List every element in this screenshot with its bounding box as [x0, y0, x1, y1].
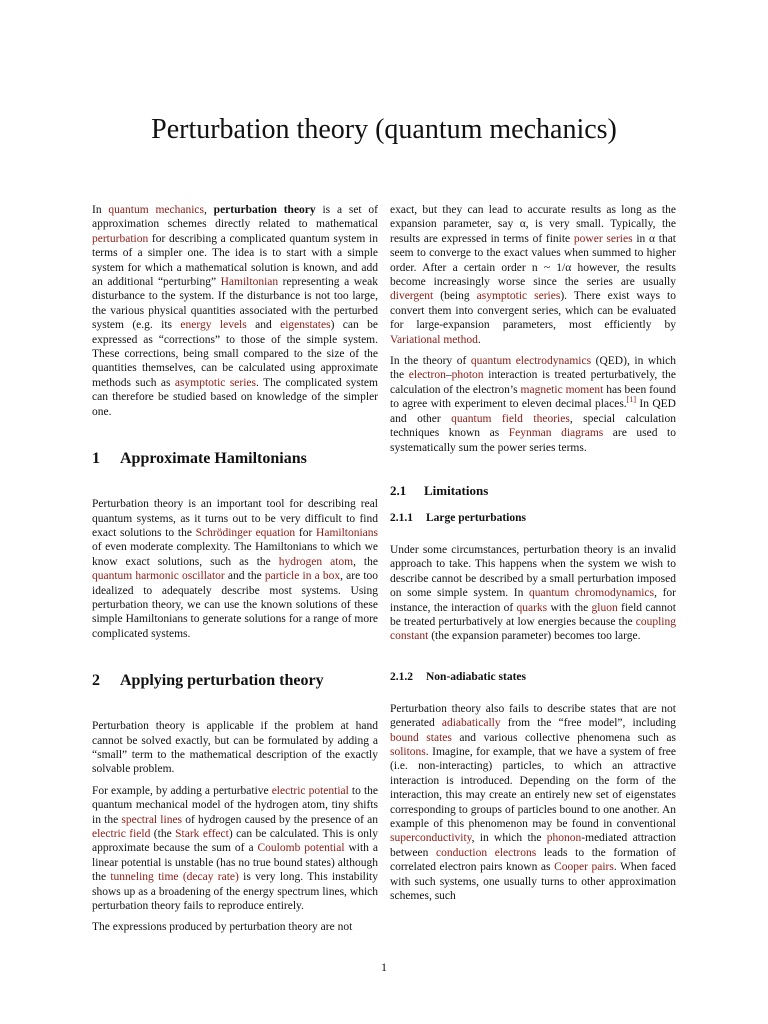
bold-term: perturbation theory	[213, 204, 316, 216]
right-column	[390, 203, 676, 910]
citation-link[interactable]: [1]	[626, 395, 636, 405]
wiki-link[interactable]: divergent	[390, 290, 434, 303]
paragraph: Under some circumstances, perturbation theory is an invalid approach to take. This happens when the system we wish to describe cannot be described by a small perturbation imposed on some simple system. In quantum chromodynamics, for instance, the interaction of quarks with the gluon field cannot be treated perturbatively at low energies because the coupling constant (the expansion parameter) becomes too large.	[390, 543, 676, 643]
section-number: 1	[92, 450, 100, 468]
subsubsection-heading	[390, 511, 676, 525]
subsubsection-number: 2.1.2	[390, 670, 413, 683]
subsection-title: Limitations	[424, 482, 489, 498]
wiki-link[interactable]: bound states	[390, 731, 452, 744]
wiki-link[interactable]: electric potential	[271, 784, 349, 797]
section-heading	[92, 671, 378, 691]
wiki-link[interactable]: spectral lines	[121, 813, 183, 826]
wiki-link[interactable]: Cooper pairs	[554, 861, 614, 874]
wiki-link[interactable]: quarks	[516, 601, 548, 614]
page-title: Perturbation theory (quantum mechanics)	[151, 114, 617, 145]
subsubsection-title: Large perturbations	[426, 511, 526, 524]
section-number: 2	[92, 672, 100, 690]
paragraph: Perturbation theory also fails to describe states that are not generated adiabatically from the “free model”, including bound states and various collective phenomena such as solitons. Imagine, for example, that we have a system of free (i.e. non-interacting) particles, to which an attractive interaction is introduced. Depending on the form of the interaction, this may create an entirely new set of eigenstates corresponding to groups of particles bound to one another. An example of this phenomenon may be found in conventional superconductivity, in which the phonon-mediated attraction between conduction electrons leads to the formation of correlated electron pairs known as Cooper pairs. When faced with such systems, one usually turns to other approximation schemes, such	[390, 702, 676, 903]
wiki-link[interactable]: Schrödinger equation	[195, 526, 296, 539]
subsection-heading	[390, 483, 676, 499]
paragraph: Perturbation theory is applicable if the problem at hand cannot be solved exactly, but can be formulated by adding a “small” term to the mathematical description of the exactly solvable problem.	[92, 720, 378, 776]
wiki-link[interactable]: asymptotic series	[174, 376, 256, 389]
wiki-link[interactable]: Stark effect	[175, 828, 229, 840]
section-heading	[92, 449, 378, 469]
page-number: 1	[381, 960, 387, 974]
wiki-link[interactable]: adiabatically	[441, 717, 501, 730]
wiki-link[interactable]: photon	[451, 369, 484, 382]
paragraph: exact, but they can lead to accurate results as long as the expansion parameter, say α, is very small. Typically, the results are expressed in terms of finite power series in α that seem to converge to the exact values when summed to higher order. After a certain order n ~ 1/α however, the results become increasingly worse since the series are usually divergent (being asymptotic series). There exist ways to convert them into convergent series, which can be evaluated for large-expansion parameters, most efficiently by Variational method.	[390, 204, 677, 346]
wiki-link[interactable]: hydrogen atom	[278, 555, 354, 568]
wiki-link[interactable]: Coulomb potential	[257, 842, 345, 855]
paragraph: For example, by adding a perturbative electric potential to the quantum mechanical model of the hydrogen atom, tiny shifts in the spectral lines of hydrogen caused by the presence of an electric field (the Stark effect) can be calculated. This is only approximate because the sum of a Coulomb potential with a linear potential is unstable (has no true bound states) although the tunneling time (decay rate) is very long. This instability shows up as a broadening of the energy spectrum lines, which perturbation theory fails to reproduce entirely.	[92, 784, 378, 913]
subsection-number: 2.1	[390, 482, 407, 498]
wiki-link[interactable]: gluon	[591, 601, 618, 614]
wiki-link[interactable]: Variational method	[390, 333, 478, 346]
subsubsection-title: Non-adiabatic states	[426, 670, 526, 683]
wiki-link[interactable]: perturbation	[92, 232, 149, 245]
wiki-link[interactable]: phonon	[546, 832, 582, 845]
wiki-link[interactable]: superconductivity	[390, 832, 472, 845]
wiki-link[interactable]: conduction electrons	[435, 846, 537, 859]
wiki-link[interactable]: electron	[408, 369, 446, 382]
wiki-link[interactable]: tunneling time (decay rate)	[110, 871, 239, 884]
section-title: Applying perturbation theory	[120, 672, 324, 690]
paragraph: In the theory of quantum electrodynamics (QED), in which the electron–photon interaction is treated perturbatively, the calculation of the electron’s magnetic moment has been found to agree with experiment to eleven decimal places.[1] In QED and other quantum field theories, special calculation techniques known as Feynman diagrams are used to systematically sum the power series terms.	[390, 355, 677, 454]
wiki-link[interactable]: quantum field theories	[451, 412, 570, 425]
wiki-link[interactable]: power series	[573, 232, 633, 245]
wiki-link[interactable]: solitons	[390, 745, 426, 758]
wiki-link[interactable]: magnetic moment	[520, 383, 604, 396]
wiki-link[interactable]: particle in a box	[264, 570, 341, 583]
paragraph: The expressions produced by perturbation theory are not	[92, 921, 353, 934]
paragraph: Perturbation theory is an important tool for describing real quantum systems, as it turns out to be very difficult to find exact solutions to the Schrödinger equation for Hamiltonians of even moderate complexity. The Hamiltonians to which we know exact solutions, such as the hydrogen atom, the quantum harmonic oscillator and the particle in a box, are too idealized to adequately describe most systems. Using perturbation theory, we can use the known solutions of these simple Hamiltonians to generate solutions for a range of more complicated systems.	[92, 498, 379, 640]
subsubsection-number: 2.1.1	[390, 511, 413, 524]
wiki-link[interactable]: Feynman diagrams	[508, 427, 604, 440]
wiki-link[interactable]: Hamiltonians	[316, 526, 378, 539]
wiki-link[interactable]: quantum electrodynamics	[470, 355, 592, 368]
left-column	[92, 203, 378, 942]
wiki-link[interactable]: quantum chromodynamics	[529, 587, 655, 600]
intro-paragraph: In quantum mechanics, perturbation theory is a set of approximation schemes directly related to mathematical perturbation for describing a complicated quantum system in terms of a simpler one. The idea is to start with a simple system for which a mathematical solution is known, and add an additional “perturbing” Hamiltonian representing a weak disturbance to the system. If the disturbance is not too large, the various physical quantities associated with the perturbed system (e.g. its energy levels and eigenstates) can be expressed as “corrections” to those of the simple system. These corrections, being small compared to the size of the quantities themselves, can be calculated using approximate methods such as asymptotic series. The complicated system can therefore be studied based on knowledge of the simpler one.	[92, 204, 379, 418]
wiki-link[interactable]: eigenstates	[280, 319, 331, 332]
wiki-link[interactable]: asymptotic series	[476, 290, 561, 303]
subsubsection-heading	[390, 670, 676, 684]
wiki-link[interactable]: Hamiltonian	[220, 276, 279, 289]
wiki-link[interactable]: quantum mechanics	[108, 204, 204, 216]
section-title: Approximate Hamiltonians	[120, 450, 307, 468]
wiki-link[interactable]: energy levels	[180, 319, 247, 332]
wiki-link[interactable]: quantum harmonic oscillator	[92, 570, 225, 583]
wiki-link[interactable]: electric field	[92, 828, 151, 840]
wiki-link[interactable]: coupling constant	[390, 615, 676, 643]
